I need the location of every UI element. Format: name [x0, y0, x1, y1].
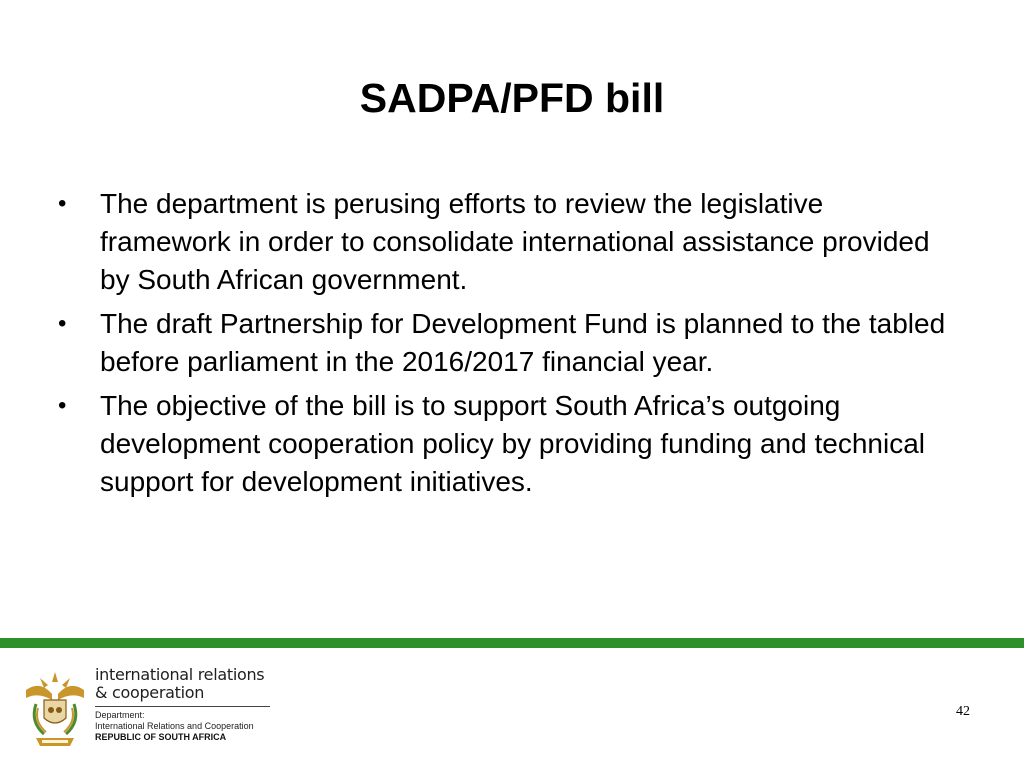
bullet-list: [58, 185, 958, 507]
page-number: 42: [956, 704, 970, 719]
brand-block: [95, 666, 285, 743]
department-label: Department:: [95, 710, 145, 720]
country-name: REPUBLIC OF SOUTH AFRICA: [95, 732, 227, 742]
bullet-item: [58, 387, 958, 501]
bullet-text: The department is perusing efforts to review the legislative framework in order to consolidate international assistance provided by South African government.: [100, 188, 930, 295]
bullet-dot: •: [58, 190, 67, 217]
brand-divider: [95, 706, 270, 707]
bullet-text: The objective of the bill is to support South Africa’s outgoing development cooperation policy by providing funding and technical support for development initiatives.: [100, 390, 925, 497]
bullet-dot: •: [58, 310, 67, 337]
coat-of-arms-icon: [22, 670, 88, 752]
brand-line-2: & cooperation: [95, 683, 205, 702]
bullet-item: [58, 185, 958, 299]
bullet-dot: •: [58, 392, 67, 419]
bullet-item: [58, 305, 958, 381]
department-name: International Relations and Cooperation: [95, 721, 254, 731]
slide-title: SADPA/PFD bill: [359, 75, 665, 121]
footer-green-rule: [0, 638, 1024, 648]
brand-line-1: international relations: [95, 665, 265, 684]
bullet-text: The draft Partnership for Development Fund is planned to the tabled before parliament in the 2016/2017 financial year.: [100, 308, 946, 377]
